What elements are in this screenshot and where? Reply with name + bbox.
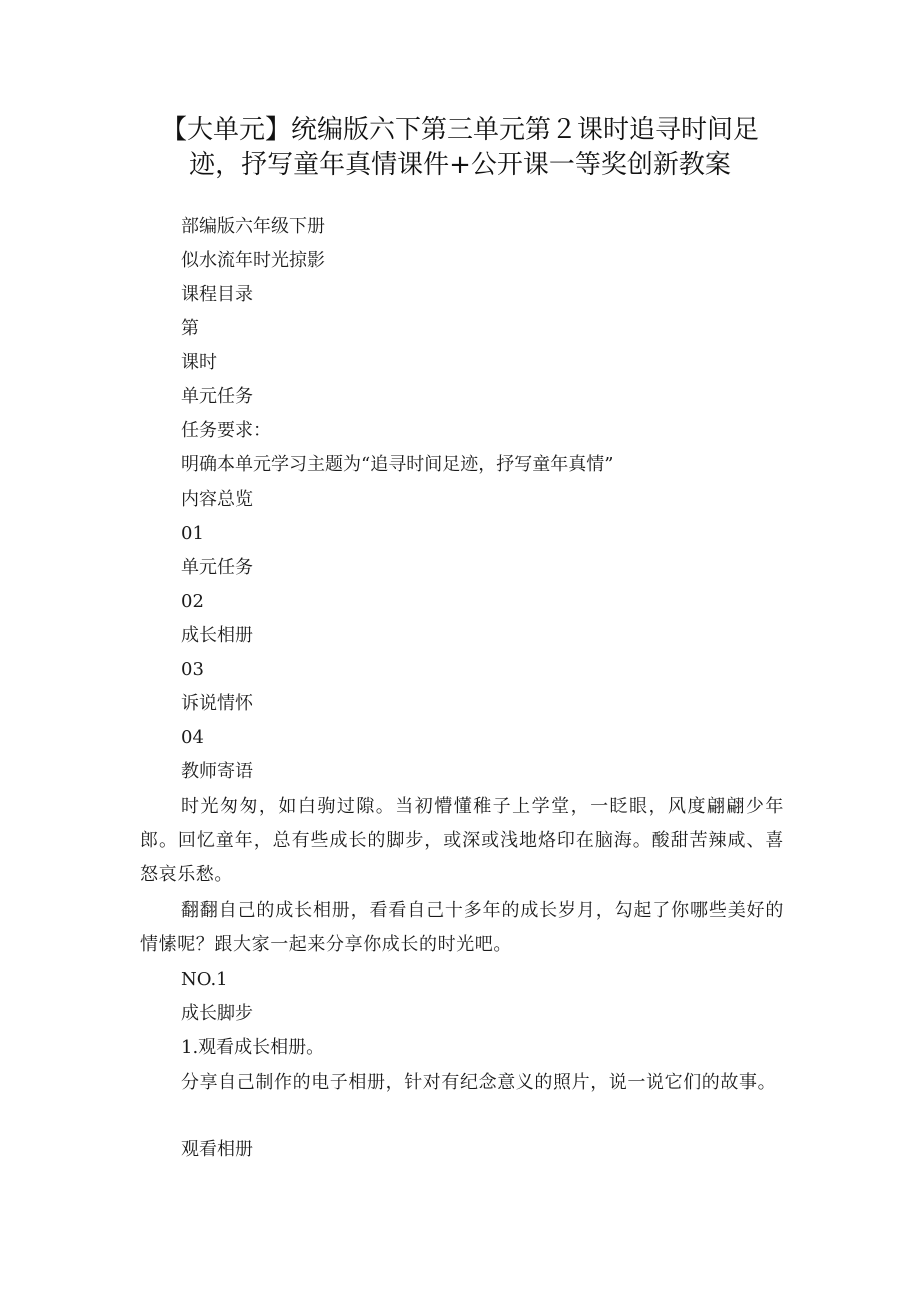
lesson-theme: 似水流年时光掠影	[181, 250, 325, 271]
teacher-message-paragraph: 时光匆匆，如白驹过隙。当初懵懂稚子上学堂，一眨眼，风度翩翩少年郎。回忆童年，总有些成长的脚步，或深或浅地烙印在脑海。酸甜苦辣咸、喜怒哀乐愁。	[140, 796, 784, 885]
album-invitation-paragraph: 翻翻自己的成长相册，看看自己十多年的成长岁月，勾起了你哪些美好的情愫呢？跟大家一起来分享你成长的时光吧。	[140, 900, 784, 955]
unit-task-heading: 单元任务	[181, 386, 253, 407]
teacher-message-heading: 教师寄语	[181, 761, 253, 782]
section-title: 成长脚步	[181, 1003, 253, 1024]
overview-number-02: 02	[181, 591, 204, 612]
section-number: NO.1	[181, 969, 228, 990]
content-overview-heading: 内容总览	[181, 489, 253, 510]
overview-number-01: 01	[181, 523, 204, 544]
task-requirements-label: 任务要求：	[181, 420, 271, 441]
overview-item-express-feelings: 诉说情怀	[181, 693, 253, 714]
overview-item-growth-album: 成长相册	[181, 625, 253, 646]
overview-number-04: 04	[181, 727, 204, 748]
overview-number-03: 03	[181, 659, 204, 680]
course-contents-heading: 课程目录	[181, 284, 253, 305]
step-one-heading: 1.观看成长相册。	[181, 1037, 325, 1058]
overview-item-unit-task: 单元任务	[181, 557, 253, 578]
lesson-ordinal-prefix: 第	[181, 318, 199, 339]
document-title-line-1: 【大单元】统编版六下第三单元第２课时追寻时间足	[160, 115, 759, 145]
share-album-paragraph: 分享自己制作的电子相册，针对有纪念意义的照片，说一说它们的故事。	[181, 1072, 777, 1093]
lesson-ordinal-suffix: 课时	[181, 352, 217, 373]
task-requirements-text: 明确本单元学习主题为“追寻时间足迹，抒写童年真情”	[181, 454, 614, 475]
document-title-line-2: 迹，抒写童年真情课件+公开课一等奖创新教案	[189, 150, 731, 180]
grade-label: 部编版六年级下册	[181, 216, 325, 237]
watch-album-label: 观看相册	[181, 1139, 253, 1160]
